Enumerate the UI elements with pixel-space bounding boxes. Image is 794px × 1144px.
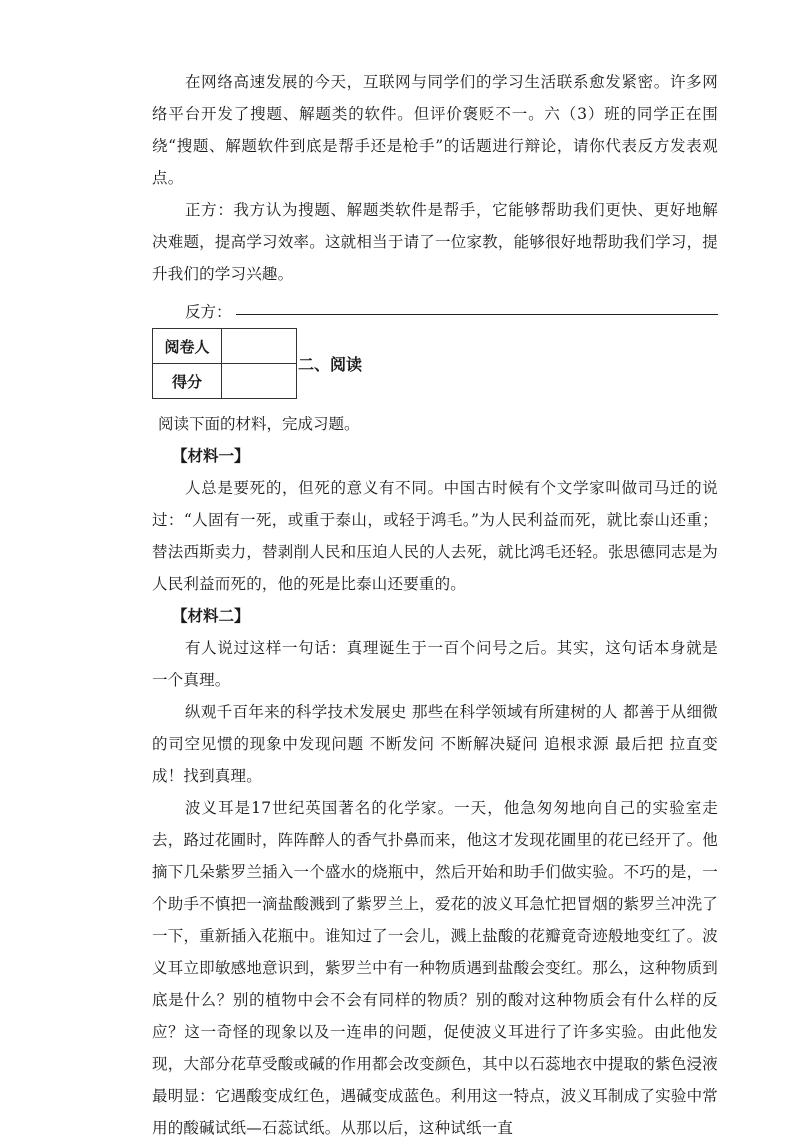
page-content [152,66,718,1144]
question-intro: 在网络高速发展的今天，互联网与同学们的学习生活联系愈发紧密。许多网络平台开发了搜题、解题类的软件。但评价褒贬不一。六（3）班的同学正在围绕“搜题、解题软件到底是帮手还是枪手”的话题进行辩论，请你代表反方发表观点。 [152,73,718,187]
grader-label: 阅卷人 [153,329,222,364]
score-row [152,328,718,402]
material2-heading: 【材料二】 [172,606,250,625]
material1-heading: 【材料一】 [172,446,250,465]
negative-label: 反方： [185,303,232,321]
negative-answer-line [152,290,718,322]
material2-paragraph-1: 有人说过这样一句话：真理诞生于一百个问号之后。其实，这句话本身就是一个真理。 [152,639,718,689]
grader-cell[interactable] [222,329,297,364]
reading-instruction: 阅读下面的材料，完成习题。 [158,415,360,433]
material2-paragraph-2: 纵观千百年来的科学技术发展史 那些在科学领域有所建树的人 都善于从细微的司空见惯的现象中发现问题 不断发问 不断解决疑问 追根求源 最后把 拉直变成！找到真理。 [152,703,718,785]
affirmative-statement: 正方：我方认为搜题、解题类软件是帮手，它能够帮助我们更快、更好地解决难题，提高学习效率。这就相当于请了一位家教，能够很好地帮助我们学习，提升我们的学习兴趣。 [152,201,718,283]
negative-answer-blank[interactable] [236,313,718,315]
material2-paragraph-3: 波义耳是17世纪英国著名的化学家。一天，他急匆匆地向自己的实验室走去，路过花圃时，阵阵醉人的香气扑鼻而来，他这才发现花圃里的花已经开了。他摘下几朵紫罗兰插入一个盛水的烧瓶中，然后开始和助手们做实验。不巧的是，一个助手不慎把一滴盐酸溅到了紫罗兰上，爱花的波义耳急忙把冒烟的紫罗兰冲洗了一下，重新插入花瓶中。谁知过了一会儿，溅上盐酸的花瓣竟奇迹般地变红了。波义耳立即敏感地意识到，紫罗兰中有一种物质遇到盐酸会变红。那么，这种物质到底是什么？别的植物中会不会有同样的物质？别的酸对这种物质会有什么样的反应？这一奇怪的现象以及一连串的问题，促使波义耳进行了许多实验。由此他发现，大部分花草受酸或碱的作用都会改变颜色，其中以石蕊地衣中提取的紫色浸液最明显：它遇酸变成红色，遇碱变成蓝色。利用这一特点，波义耳制成了实验中常用的酸碱试纸—石蕊试纸。从那以后，这种试纸一直 [152,799,718,1137]
material1-text: 人总是要死的，但死的意义有不同。中国古时候有个文学家叫做司马迁的说过：“人固有一死，或重于泰山，或轻于鸿毛。”为人民利益而死，就比泰山还重；替法西斯卖力，替剥削人民和压迫人民的人去死，就比鸿毛还轻。张思德同志是为人民利益而死的，他的死是比泰山还要重的。 [152,479,718,593]
score-table [152,328,297,399]
score-cell[interactable] [222,364,297,399]
section-title: 二、阅读 [298,355,363,374]
score-label: 得分 [153,364,222,399]
